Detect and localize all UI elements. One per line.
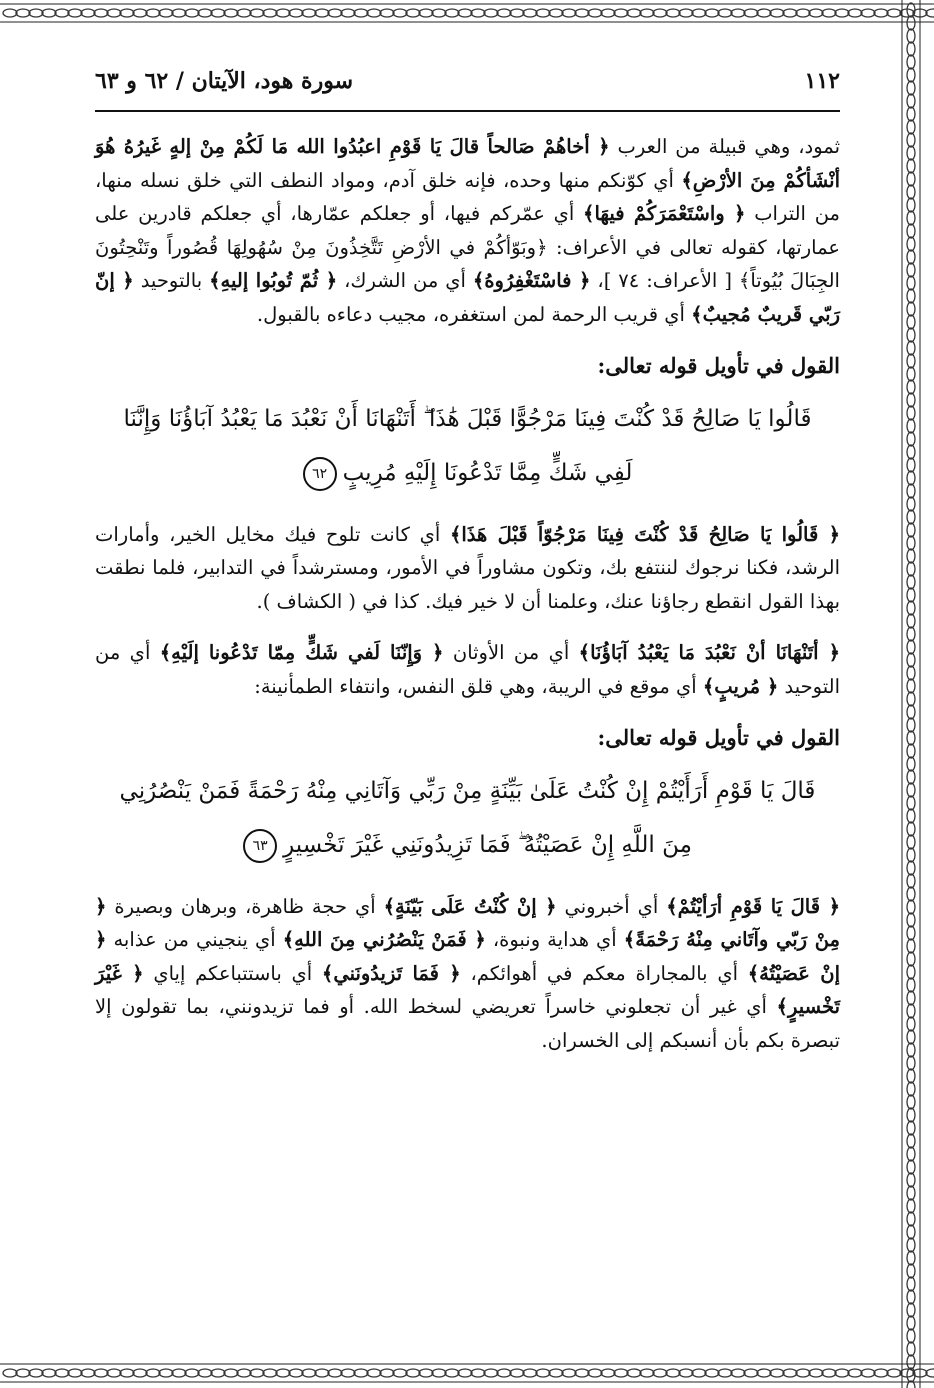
chain-link-ornament: [406, 9, 420, 17]
chain-link-ornament: [822, 9, 836, 17]
chain-link-ornament: [81, 1369, 95, 1377]
chain-link-ornament: [81, 9, 95, 17]
chain-link-ornament: [907, 1303, 915, 1317]
chain-link-ornament: [120, 1369, 134, 1377]
chain-link-ornament: [874, 9, 888, 17]
chain-link-ornament: [907, 575, 915, 589]
chain-link-ornament: [907, 1238, 915, 1252]
chain-link-ornament: [718, 1369, 732, 1377]
chain-link-ornament: [907, 159, 915, 173]
quran-quote: ﴿ إنْ عَصَيْتُهُ﴾: [95, 928, 840, 985]
chain-link-ornament: [907, 1069, 915, 1083]
chain-link-ornament: [601, 1369, 615, 1377]
chain-link-ornament: [907, 393, 915, 407]
quran-quote: ﴿ إنْ كُنْتُ عَلَى بَيّنَةٍ﴾: [383, 894, 557, 918]
chain-link-ornament: [907, 978, 915, 992]
commentary-text: أي حجة ظاهرة، وبرهان وبصيرة: [106, 894, 384, 918]
chain-link-ornament: [367, 1369, 381, 1377]
chain-link-ornament: [907, 250, 915, 264]
chain-link-ornament: [907, 107, 915, 121]
chain-link-ornament: [907, 601, 915, 615]
chain-link-ornament: [907, 1264, 915, 1278]
chain-link-ornament: [3, 9, 17, 17]
chain-link-ornament: [835, 9, 849, 17]
chain-link-ornament: [198, 9, 212, 17]
chain-link-ornament: [783, 1369, 797, 1377]
chain-link-ornament: [907, 1160, 915, 1174]
chain-link-ornament: [907, 744, 915, 758]
chain-link-ornament: [907, 185, 915, 199]
quran-verse-62: [95, 392, 840, 500]
chain-link-ornament: [68, 9, 82, 17]
chain-link-ornament: [907, 848, 915, 862]
chain-link-ornament: [907, 289, 915, 303]
chain-link-ornament: [757, 9, 771, 17]
chain-link-ornament: [907, 1316, 915, 1330]
chain-link-ornament: [328, 1369, 342, 1377]
quran-quote: ﴿ أخاهُمْ صَالحاً قالَ يَا قَوْمِ اعبُدُوا الله مَا لَكُمْ مِنْ إلهٍ غَيرُهُ هُوَ أنْشَأكُمْ مِنَ الأرْضِ﴾: [95, 135, 840, 192]
commentary-text: أي كانت تلوح فيك مخايل الخير، وأمارات الرشد، فكنا نرجوك لننتفع بك، وتكون مشاوراً في الأمور، ومسترشداً في التدابير، فلما نطقت بهذا القول انقطع رجاؤنا عنك، وعلمنا أن لا خير فيك. كذا في ( الكشاف ).: [95, 522, 840, 613]
chain-link-ornament: [679, 1369, 693, 1377]
decorative-bottom-border: [0, 1360, 934, 1386]
chain-link-ornament: [907, 328, 915, 342]
chain-link-ornament: [640, 1369, 654, 1377]
chain-link-ornament: [770, 1369, 784, 1377]
chain-link-ornament: [907, 588, 915, 602]
chain-link-ornament: [536, 1369, 550, 1377]
chain-link-ornament: [276, 1369, 290, 1377]
chain-link-ornament: [120, 9, 134, 17]
chain-link-ornament: [783, 9, 797, 17]
chain-link-ornament: [692, 1369, 706, 1377]
chain-link-ornament: [907, 380, 915, 394]
commentary-text: أي من الأوثان: [443, 641, 579, 665]
chain-link-ornament: [848, 9, 862, 17]
chain-link-ornament: [861, 1369, 875, 1377]
chain-link-ornament: [907, 614, 915, 628]
section-heading: القول في تأويل قوله تعالى:: [597, 724, 840, 750]
chain-link-ornament: [907, 211, 915, 225]
chain-link-ornament: [907, 1056, 915, 1070]
chain-link-ornament: [887, 1369, 901, 1377]
commentary-text: أي كوّنكم منها وحده، فإنه خلق آدم، ومواد النطف التي خلق نسله منها، من التراب: [95, 168, 840, 226]
ayah-number-marker: ٦٢: [303, 457, 337, 491]
commentary-text: أي قريب الرحمة لمن استغفره، مجيب دعاءه بالقبول.: [256, 302, 692, 326]
chain-link-ornament: [627, 1369, 641, 1377]
page-content: [95, 40, 840, 1360]
chain-link-ornament: [627, 9, 641, 17]
chain-link-ornament: [432, 1369, 446, 1377]
chain-link-ornament: [907, 1277, 915, 1291]
chain-link-ornament: [289, 9, 303, 17]
chain-link-ornament: [907, 562, 915, 576]
chain-link-ornament: [42, 9, 56, 17]
chain-link-ornament: [341, 9, 355, 17]
chain-link-ornament: [575, 1369, 589, 1377]
chain-link-ornament: [419, 9, 433, 17]
chain-link-ornament: [907, 1225, 915, 1239]
chain-link-ornament: [744, 1369, 758, 1377]
commentary-text: أي باستتباعكم إياي: [143, 961, 322, 985]
chain-link-ornament: [907, 809, 915, 823]
chain-link-ornament: [68, 1369, 82, 1377]
chain-link-ornament: [185, 9, 199, 17]
chain-link-ornament: [907, 133, 915, 147]
verse-line: قَالَ يَا قَوْمِ أَرَأَيْتُمْ إِنْ كُنْتُ عَلَىٰ بَيِّنَةٍ مِنْ رَبِّي وَآتَانِي مِنْهُ رَحْمَةً فَمَنْ يَنْصُرُنِي: [119, 777, 816, 804]
chain-link-ornament: [562, 9, 576, 17]
chain-link-ornament: [907, 406, 915, 420]
chain-link-ornament: [484, 1369, 498, 1377]
chain-link-ornament: [861, 9, 875, 17]
chain-link-ornament: [380, 9, 394, 17]
chain-link-ornament: [907, 1329, 915, 1343]
chain-link-ornament: [907, 1186, 915, 1200]
chain-link-ornament: [907, 1121, 915, 1135]
chain-link-ornament: [42, 1369, 56, 1377]
chain-link-ornament: [907, 705, 915, 719]
paragraph: [95, 130, 840, 332]
chain-link-ornament: [757, 1369, 771, 1377]
chain-link-ornament: [907, 692, 915, 706]
page-number: ١١٢: [804, 68, 840, 94]
section-heading: القول في تأويل قوله تعالى:: [597, 352, 840, 378]
chain-link-ornament: [907, 471, 915, 485]
verse-line: لَفِي شَكٍّ مِمَّا تَدْعُونَا إِلَيْهِ مُرِيبٍ: [342, 459, 633, 486]
chain-link-ornament: [835, 1369, 849, 1377]
chain-link-ornament: [731, 9, 745, 17]
chain-link-ornament: [133, 9, 147, 17]
chain-link-ornament: [907, 81, 915, 95]
chain-link-ornament: [55, 9, 69, 17]
quran-quote: ﴿ فاسْتَغْفِرُوهُ﴾: [472, 269, 591, 293]
paragraph: [95, 890, 840, 1058]
chain-link-ornament: [907, 822, 915, 836]
chain-link-ornament: [822, 1369, 836, 1377]
chain-link-ornament: [315, 1369, 329, 1377]
quran-verse-63: [95, 764, 840, 872]
chain-link-ornament: [315, 9, 329, 17]
chain-link-ornament: [907, 926, 915, 940]
chain-link-ornament: [445, 1369, 459, 1377]
chain-link-ornament: [907, 1342, 915, 1356]
chain-link-ornament: [907, 120, 915, 134]
chain-link-ornament: [406, 1369, 420, 1377]
chain-link-ornament: [211, 9, 225, 17]
chain-link-ornament: [907, 445, 915, 459]
chain-link-ornament: [907, 861, 915, 875]
chain-link-ornament: [549, 1369, 563, 1377]
chain-link-ornament: [907, 1095, 915, 1109]
chain-link-ornament: [185, 1369, 199, 1377]
chain-link-ornament: [263, 9, 277, 17]
chain-link-ornament: [29, 9, 43, 17]
commentary-text: أي موقع في الريبة، وهي قلق النفس، وانتفاء الطمأنينة:: [254, 674, 703, 698]
chain-link-ornament: [907, 224, 915, 238]
chain-link-ornament: [907, 874, 915, 888]
chain-link-ornament: [549, 9, 563, 17]
running-title: سورة هود، الآيتان / ٦٢ و ٦٣: [95, 68, 353, 94]
chain-link-ornament: [419, 1369, 433, 1377]
chain-link-ornament: [198, 1369, 212, 1377]
chain-link-ornament: [907, 965, 915, 979]
chain-link-ornament: [907, 952, 915, 966]
chain-link-ornament: [328, 9, 342, 17]
chain-link-ornament: [471, 9, 485, 17]
chain-link-ornament: [341, 1369, 355, 1377]
chain-link-ornament: [367, 9, 381, 17]
chain-link-ornament: [907, 549, 915, 563]
chain-link-ornament: [907, 1134, 915, 1148]
chain-link-ornament: [907, 263, 915, 277]
chain-link-ornament: [224, 9, 238, 17]
chain-link-ornament: [380, 1369, 394, 1377]
chain-link-ornament: [907, 1251, 915, 1265]
decorative-top-border: [0, 0, 934, 26]
chain-link-ornament: [907, 3, 915, 17]
chain-link-ornament: [907, 432, 915, 446]
decorative-right-border: [898, 0, 924, 1388]
chain-link-ornament: [796, 9, 810, 17]
commentary-text: أي هداية ونبوة،: [485, 928, 624, 952]
chain-link-ornament: [907, 497, 915, 511]
chain-link-ornament: [692, 9, 706, 17]
chain-link-ornament: [809, 9, 823, 17]
quran-quote: ﴿ فَمَنْ يَنْصُرُني مِنَ اللهِ﴾: [282, 928, 486, 952]
chain-link-ornament: [237, 1369, 251, 1377]
chain-link-ornament: [16, 9, 30, 17]
chain-link-ornament: [393, 1369, 407, 1377]
chain-link-ornament: [510, 1369, 524, 1377]
chain-link-ornament: [907, 94, 915, 108]
chain-link-ornament: [907, 900, 915, 914]
chain-link-ornament: [907, 783, 915, 797]
chain-link-ornament: [172, 9, 186, 17]
chain-link-ornament: [3, 1369, 17, 1377]
chain-link-ornament: [510, 9, 524, 17]
quran-quote: ﴿ قَالَ يَا قَوْمِ أرَأيْتُمْ﴾: [666, 894, 840, 918]
commentary-text: أي غير أن تجعلوني خاسراً تعريضي لسخط الله. أو فما تزيدونني، بما تقولون إلا تبصرة بكم بأن أنسبكم إلى الخسران.: [95, 995, 840, 1052]
chain-link-ornament: [907, 42, 915, 56]
commentary-text: أي من التوحيد: [95, 641, 840, 698]
chain-link-ornament: [809, 1369, 823, 1377]
chain-link-ornament: [666, 9, 680, 17]
commentary-text: أي أخبروني: [556, 894, 667, 918]
chain-link-ornament: [523, 1369, 537, 1377]
chain-link-ornament: [900, 1369, 914, 1377]
chain-link-ornament: [614, 9, 628, 17]
chain-link-ornament: [601, 9, 615, 17]
chain-link-ornament: [907, 523, 915, 537]
chain-link-ornament: [731, 1369, 745, 1377]
chain-link-ornament: [172, 1369, 186, 1377]
chain-link-ornament: [907, 1082, 915, 1096]
chain-link-ornament: [159, 9, 173, 17]
chain-link-ornament: [653, 9, 667, 17]
commentary-text: أي بالمجاراة معكم في أهوائكم،: [460, 961, 748, 985]
chain-link-ornament: [289, 1369, 303, 1377]
quran-quote: ﴿ فَمَا تَزيدُونَني﴾: [321, 961, 461, 985]
page-body: [95, 130, 840, 1076]
chain-link-ornament: [907, 1290, 915, 1304]
chain-link-ornament: [393, 9, 407, 17]
chain-link-ornament: [770, 9, 784, 17]
chain-link-ornament: [484, 9, 498, 17]
chain-link-ornament: [907, 367, 915, 381]
verse-line: قَالُوا يَا صَالِحُ قَدْ كُنْتَ فِينَا مَرْجُوًّا قَبْلَ هَٰذَا ۖ أَتَنْهَانَا أَنْ نَعْبُدَ مَا يَعْبُدُ آبَاؤُنَا وَإِنَّنَا: [123, 405, 812, 432]
paragraph: [95, 518, 840, 619]
chain-link-ornament: [640, 9, 654, 17]
chain-link-ornament: [471, 1369, 485, 1377]
chain-link-ornament: [497, 9, 511, 17]
chain-link-ornament: [458, 1369, 472, 1377]
chain-link-ornament: [263, 1369, 277, 1377]
chain-link-ornament: [705, 1369, 719, 1377]
chain-link-ornament: [211, 1369, 225, 1377]
chain-link-ornament: [907, 68, 915, 82]
chain-link-ornament: [562, 1369, 576, 1377]
chain-link-ornament: [907, 913, 915, 927]
chain-link-ornament: [107, 1369, 121, 1377]
chain-link-ornament: [718, 9, 732, 17]
ayah-number-marker: ٦٣: [243, 829, 277, 863]
quran-quote: ﴿ مُريبٍ﴾: [702, 674, 779, 698]
chain-link-ornament: [146, 9, 160, 17]
chain-link-ornament: [432, 9, 446, 17]
chain-link-ornament: [907, 653, 915, 667]
chain-link-ornament: [907, 315, 915, 329]
chain-link-ornament: [907, 458, 915, 472]
chain-link-ornament: [907, 835, 915, 849]
chain-link-ornament: [536, 9, 550, 17]
chain-link-ornament: [907, 1199, 915, 1213]
chain-link-ornament: [458, 9, 472, 17]
quran-quote: ﴿ مِنْ رَبّي وآتَاني مِنْهُ رَحْمَةً﴾: [95, 894, 840, 952]
chain-link-ornament: [907, 341, 915, 355]
chain-link-ornament: [907, 302, 915, 316]
chain-link-ornament: [907, 16, 915, 30]
chain-link-ornament: [907, 731, 915, 745]
chain-link-ornament: [907, 536, 915, 550]
chain-link-ornament: [302, 9, 316, 17]
quran-quote: ﴿ غَيْرَ تَخْسيرٍ﴾: [95, 961, 840, 1019]
commentary-text: أي ينجيني من عذابه: [106, 928, 283, 952]
chain-link-ornament: [907, 55, 915, 69]
chain-link-ornament: [250, 1369, 264, 1377]
chain-link-ornament: [107, 9, 121, 17]
chain-link-ornament: [588, 9, 602, 17]
chain-link-ornament: [250, 9, 264, 17]
chain-link-ornament: [302, 1369, 316, 1377]
paragraph: [95, 636, 840, 703]
chain-link-ornament: [354, 9, 368, 17]
chain-link-ornament: [907, 1212, 915, 1226]
chain-link-ornament: [907, 484, 915, 498]
header-rule: [95, 110, 840, 112]
quran-quote: ﴿ قَالُوا يَا صَالِحُ قَدْ كُنْتَ فِينَا مَرْجُوّاً قَبْلَ هَذَا﴾: [449, 522, 840, 546]
chain-link-ornament: [796, 1369, 810, 1377]
chain-link-ornament: [497, 1369, 511, 1377]
chain-link-ornament: [907, 627, 915, 641]
chain-link-ornament: [705, 9, 719, 17]
commentary-text: أي عمّركم فيها، أو جعلكم عمّارها، أي جعلكم قادرين على عمارتها، كقوله تعالى في الأعراف: ﴿وبَوّأكُمْ في الأرْضِ تَتَّخِذُونَ مِنْ سُهُولِهَا قُصُوراً وتَنْحِتُونَ الجِبَالَ بُيُوتاً﴾ [ الأعراف: ٧٤ ]،: [95, 202, 840, 293]
chain-link-ornament: [907, 146, 915, 160]
chain-link-ornament: [744, 9, 758, 17]
verse-line: مِنَ اللَّهِ إِنْ عَصَيْتُهُ ۖ فَمَا تَزِيدُونَنِي غَيْرَ تَخْسِيرٍ: [283, 831, 692, 858]
chain-link-ornament: [907, 354, 915, 368]
chain-link-ornament: [237, 9, 251, 17]
chain-link-ornament: [907, 718, 915, 732]
chain-link-ornament: [907, 1108, 915, 1122]
chain-link-ornament: [907, 198, 915, 212]
chain-link-ornament: [907, 1004, 915, 1018]
chain-link-ornament: [907, 419, 915, 433]
chain-link-ornament: [907, 29, 915, 43]
chain-link-ornament: [907, 1173, 915, 1187]
chain-link-ornament: [653, 1369, 667, 1377]
chain-link-ornament: [159, 1369, 173, 1377]
chain-link-ornament: [29, 1369, 43, 1377]
chain-link-ornament: [16, 1369, 30, 1377]
chain-link-ornament: [907, 887, 915, 901]
chain-link-ornament: [354, 1369, 368, 1377]
chain-link-ornament: [133, 1369, 147, 1377]
chain-link-ornament: [276, 9, 290, 17]
chain-link-ornament: [907, 276, 915, 290]
running-header: [95, 68, 840, 102]
chain-link-ornament: [55, 1369, 69, 1377]
chain-link-ornament: [588, 1369, 602, 1377]
chain-link-ornament: [907, 939, 915, 953]
chain-link-ornament: [94, 9, 108, 17]
chain-link-ornament: [575, 9, 589, 17]
chain-link-ornament: [907, 796, 915, 810]
chain-link-ornament: [907, 666, 915, 680]
chain-link-ornament: [907, 991, 915, 1005]
chain-link-ornament: [907, 1043, 915, 1057]
chain-link-ornament: [907, 1017, 915, 1031]
chain-link-ornament: [146, 1369, 160, 1377]
chain-link-ornament: [907, 770, 915, 784]
chain-link-ornament: [907, 1147, 915, 1161]
quran-quote: ﴿ واسْتَعْمَرَكُمْ فيهَا﴾: [583, 202, 746, 226]
quran-quote: ﴿ وَإِنّنَا لَفي شَكٍّ مِمّا تَدْعُونا إلَيْهِ﴾: [159, 641, 444, 665]
chain-link-ornament: [666, 1369, 680, 1377]
chain-link-ornament: [523, 9, 537, 17]
chain-link-ornament: [94, 1369, 108, 1377]
chain-link-ornament: [907, 510, 915, 524]
chain-link-ornament: [907, 237, 915, 251]
quran-quote: ﴿ إنّ رَبّي قَريبٌ مُجيبٌ﴾: [95, 269, 840, 326]
chain-link-ornament: [913, 1369, 927, 1377]
chain-link-ornament: [224, 1369, 238, 1377]
chain-link-ornament: [874, 1369, 888, 1377]
chain-link-ornament: [907, 1030, 915, 1044]
commentary-text: بالتوحيد: [133, 269, 210, 293]
quran-quote: ﴿ أتَنْهَانَا أنْ نَعْبُدَ مَا يَعْبُدُ آبَاؤُنَا﴾: [578, 641, 840, 665]
chain-link-ornament: [848, 1369, 862, 1377]
chain-link-ornament: [907, 679, 915, 693]
commentary-text: ثمود، وهي قبيلة من العرب: [609, 135, 840, 158]
chain-link-ornament: [907, 757, 915, 771]
chain-link-ornament: [614, 1369, 628, 1377]
chain-link-ornament: [907, 172, 915, 186]
chain-link-ornament: [907, 640, 915, 654]
chain-link-ornament: [445, 9, 459, 17]
quran-quote: ﴿ ثُمّ تُوبُوا إليهِ﴾: [209, 269, 338, 293]
chain-link-ornament: [679, 9, 693, 17]
commentary-text: أي من الشرك،: [337, 269, 473, 293]
